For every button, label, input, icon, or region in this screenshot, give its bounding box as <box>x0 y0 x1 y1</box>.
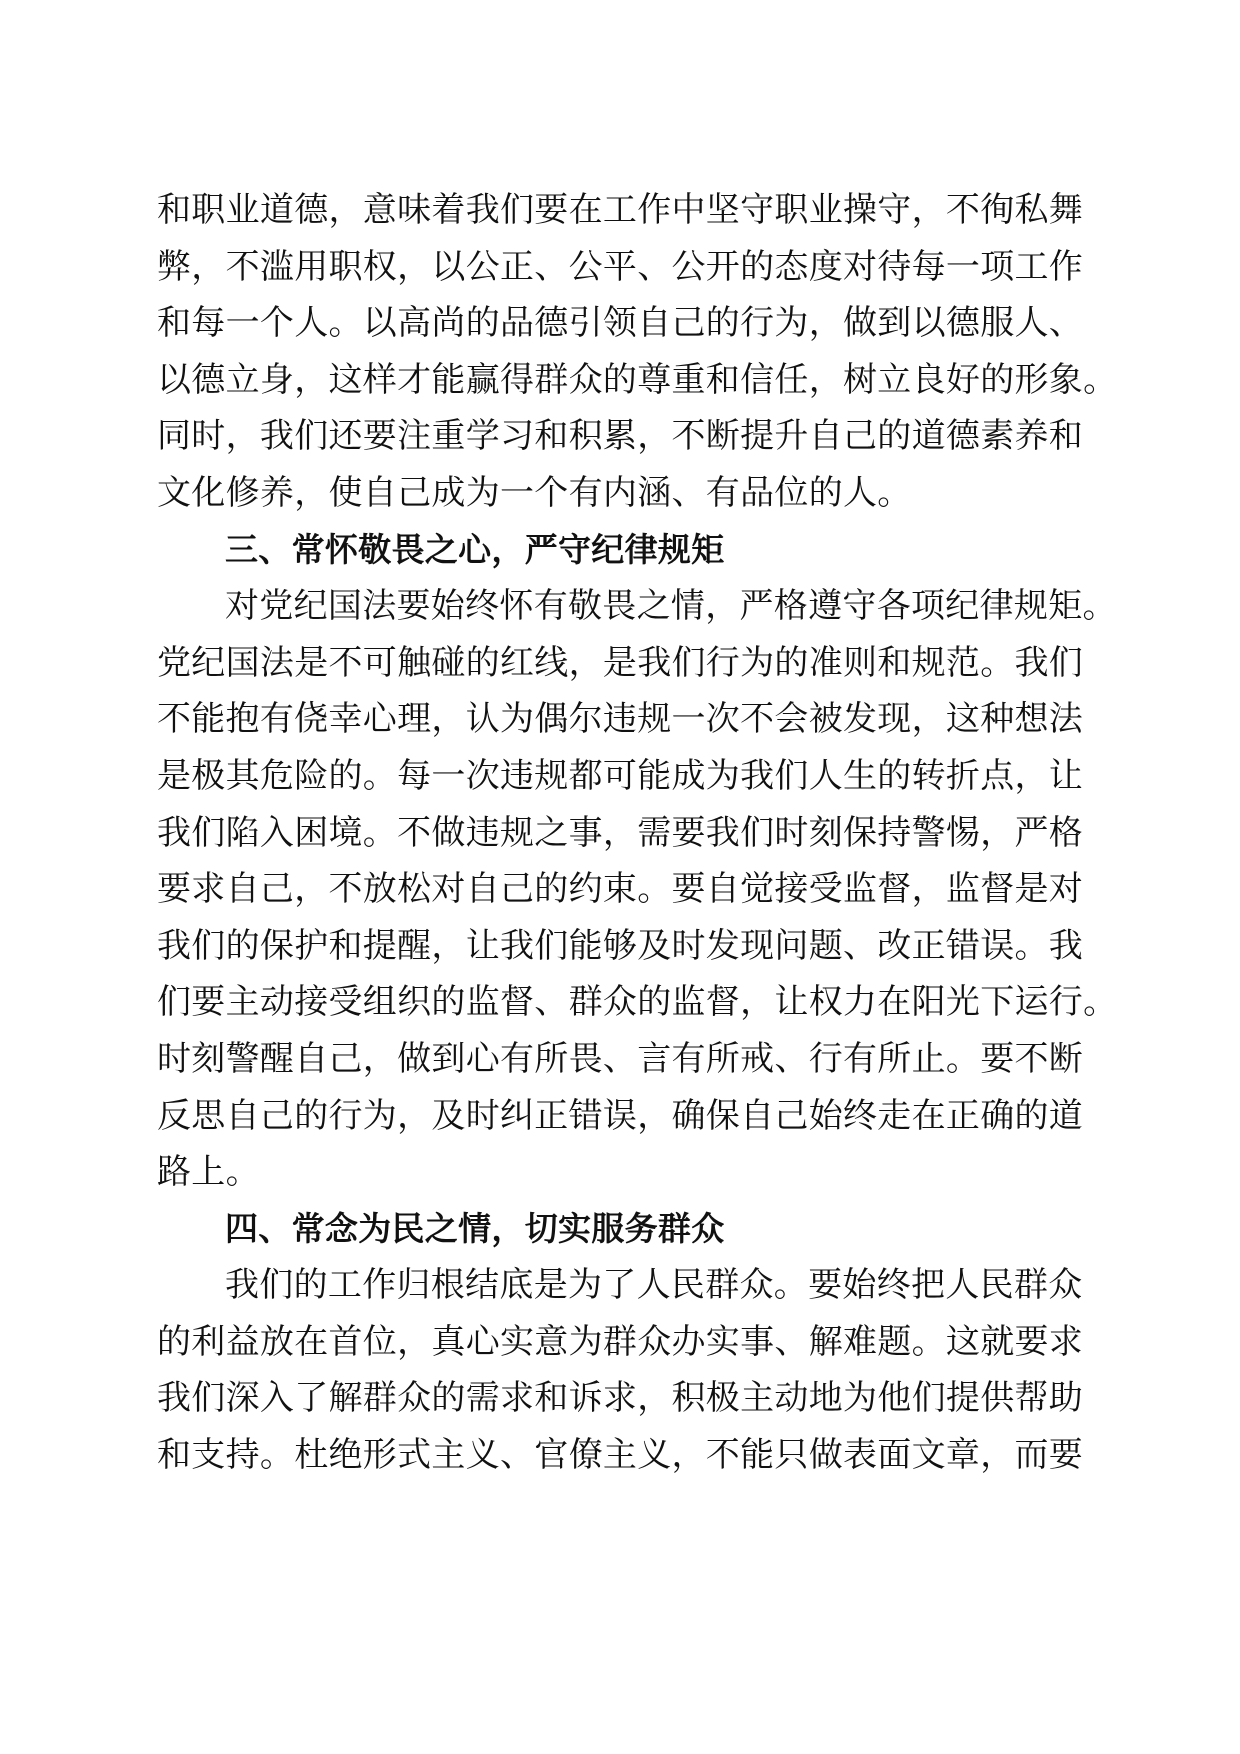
body-line: 不能抱有侥幸心理，认为偶尔违规一次不会被发现，这种想法 <box>157 699 1084 740</box>
body-line: 党纪国法是不可触碰的红线，是我们行为的准则和规范。我们 <box>157 642 1084 683</box>
body-line: 我们的工作归根结底是为了人民群众。要始终把人民群众 <box>225 1265 1083 1306</box>
section-heading: 三、常怀敬畏之心，严守纪律规矩 <box>225 529 725 569</box>
body-line: 们要主动接受组织的监督、群众的监督，让权力在阳光下运行。 <box>157 982 1118 1023</box>
body-line: 和每一个人。以高尚的品德引领自己的行为，做到以德服人、 <box>157 303 1084 344</box>
body-line: 弊，不滥用职权，以公正、公平、公开的态度对待每一项工作 <box>157 246 1084 287</box>
body-line: 和支持。杜绝形式主义、官僚主义，不能只做表面文章，而要 <box>157 1435 1084 1476</box>
body-line: 文化修养，使自己成为一个有内涵、有品位的人。 <box>157 472 912 513</box>
body-line: 是极其危险的。每一次违规都可能成为我们人生的转折点，让 <box>157 755 1084 796</box>
body-line: 的利益放在首位，真心实意为群众办实事、解难题。这就要求 <box>157 1321 1084 1362</box>
body-line: 要求自己，不放松对自己的约束。要自觉接受监督，监督是对 <box>157 869 1084 910</box>
body-line: 对党纪国法要始终怀有敬畏之情，严格遵守各项纪律规矩。 <box>225 586 1117 627</box>
document-body <box>157 182 1118 1484</box>
body-line: 我们陷入困境。不做违规之事，需要我们时刻保持警惕，严格 <box>157 812 1084 853</box>
body-line: 同时，我们还要注重学习和积累，不断提升自己的道德素养和 <box>157 416 1084 457</box>
body-line: 时刻警醒自己，做到心有所畏、言有所戒、行有所止。要不断 <box>157 1038 1084 1079</box>
body-line: 和职业道德，意味着我们要在工作中坚守职业操守，不徇私舞 <box>157 190 1084 230</box>
body-line: 反思自己的行为，及时纠正错误，确保自己始终走在正确的道 <box>157 1095 1084 1136</box>
body-line: 路上。 <box>157 1152 260 1193</box>
body-line: 我们的保护和提醒，让我们能够及时发现问题、改正错误。我 <box>157 925 1084 966</box>
body-line: 我们深入了解群众的需求和诉求，积极主动地为他们提供帮助 <box>157 1378 1084 1419</box>
section-heading: 四、常念为民之情，切实服务群众 <box>225 1208 725 1248</box>
body-line: 以德立身，这样才能赢得群众的尊重和信任，树立良好的形象。 <box>157 359 1118 400</box>
